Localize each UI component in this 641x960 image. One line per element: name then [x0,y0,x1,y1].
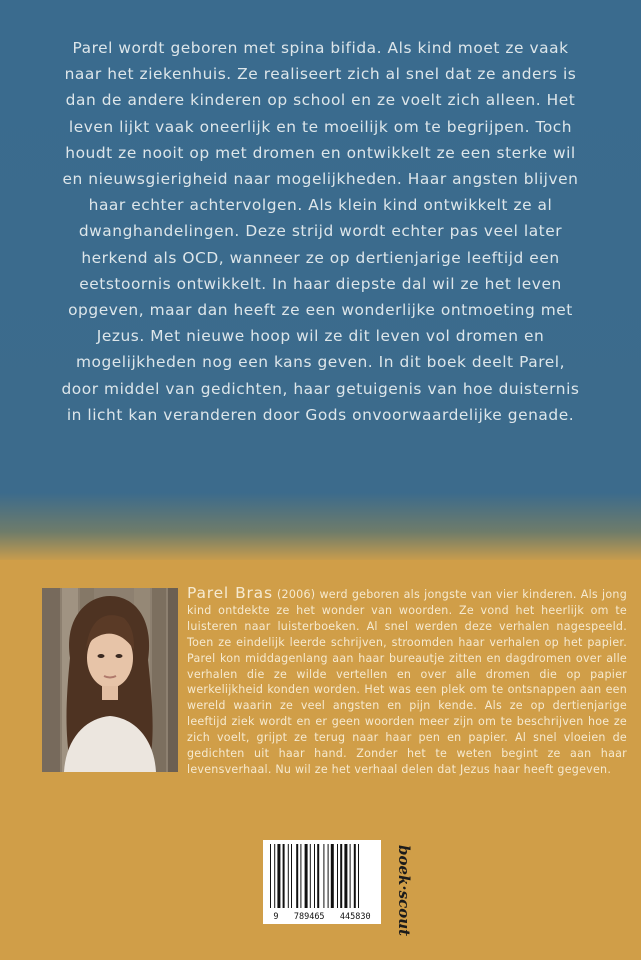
barcode-bar [300,844,301,908]
barcode-bar [328,844,329,908]
barcode-bar [354,844,356,908]
barcode-bar [331,844,334,908]
barcode-bar [317,844,319,908]
author-photo [42,588,178,772]
barcode-bar [340,844,342,908]
blurb-text: Parel wordt geboren met spina bifida. Als kind moet ze vaak naar het ziekenhuis. Ze realiseert zich al snel dat ze anders is dan de andere kinderen op school en ze voelt zich alleen. Het leven lijkt vaak oneerlijk en te moeilijk om te begrijpen. Toch houdt ze nooit op met dromen en ontwikkelt ze een sterke wil en nieuwsgierigheid naar mogelijkheden. Haar angsten blijven haar echter achtervolgen. Als klein kind ontwikkelt ze al dwanghandelingen. Deze strijd wordt echter pas veel later herkend als OCD, wanneer ze op dertienjarige leeftijd een eetstoornis ontwikkelt. In haar diepste dal wil ze het leven opgeven, maar dan heeft ze een wonderlijke ontmoeting met Jezus. Met nieuwe hoop wil ze dit leven vol dromen en mogelijkheden nog een kans geven. In dit boek deelt Parel, door middel van gedichten, haar getuigenis van hoe duisternis in licht kan veranderen door Gods onvoorwaardelijke genade. [61,39,580,424]
author-name: Parel Bras [187,584,273,602]
barcode-bar [270,844,271,908]
isbn-barcode [263,840,381,924]
barcode-bar [288,844,289,908]
barcode-bar [358,844,359,908]
isbn-digits: 9 789465 445830 [273,912,371,922]
barcode-bar [344,844,347,908]
barcode-bar [283,844,285,908]
barcode-bar [296,844,298,908]
barcode-bar [323,844,324,908]
barcode-bar [314,844,315,908]
barcode-bar [337,844,338,908]
barcode-bar [305,844,308,908]
barcode-bar [350,844,351,908]
author-bio-text: (2006) werd geboren als jongste van vier kinderen. Als jong kind ontdekte ze het wonder van woorden. Ze vond het heerlijk om te luisteren naar luisterboeken. Al snel werden deze verhalen nagespeeld. Toen ze eindelijk leerde schrijven, stroomden haar verhalen op het papier. Parel kon middagenlang aan haar bureautje zitten en dagdromen over alle verhalen die ze wilde vertellen en over alle dromen die op papier werkelijkheid konden worden. Het was een plek om te ontsnappen aan een wereld waarin ze veel angsten en pijn kende. Als ze op dertienjarige leeftijd ziek wordt en er geen woorden meer zijn om te beschrijven hoe ze zich voelt, grijpt ze terug naar haar pen en papier. Al snel vloeien de gedichten uit haar hand. Zonder het te weten begint ze aan haar levensverhaal. Nu wil ze het verhaal delen dat Jezus haar heeft gegeven. [187,588,627,776]
publisher-logo-text: boek·scout [395,845,413,937]
barcode-bar [310,844,311,908]
barcode-bar [277,844,280,908]
publisher-logo [377,843,413,937]
author-bio [187,586,627,778]
barcode-bar [291,844,292,908]
barcode-bar [274,844,275,908]
